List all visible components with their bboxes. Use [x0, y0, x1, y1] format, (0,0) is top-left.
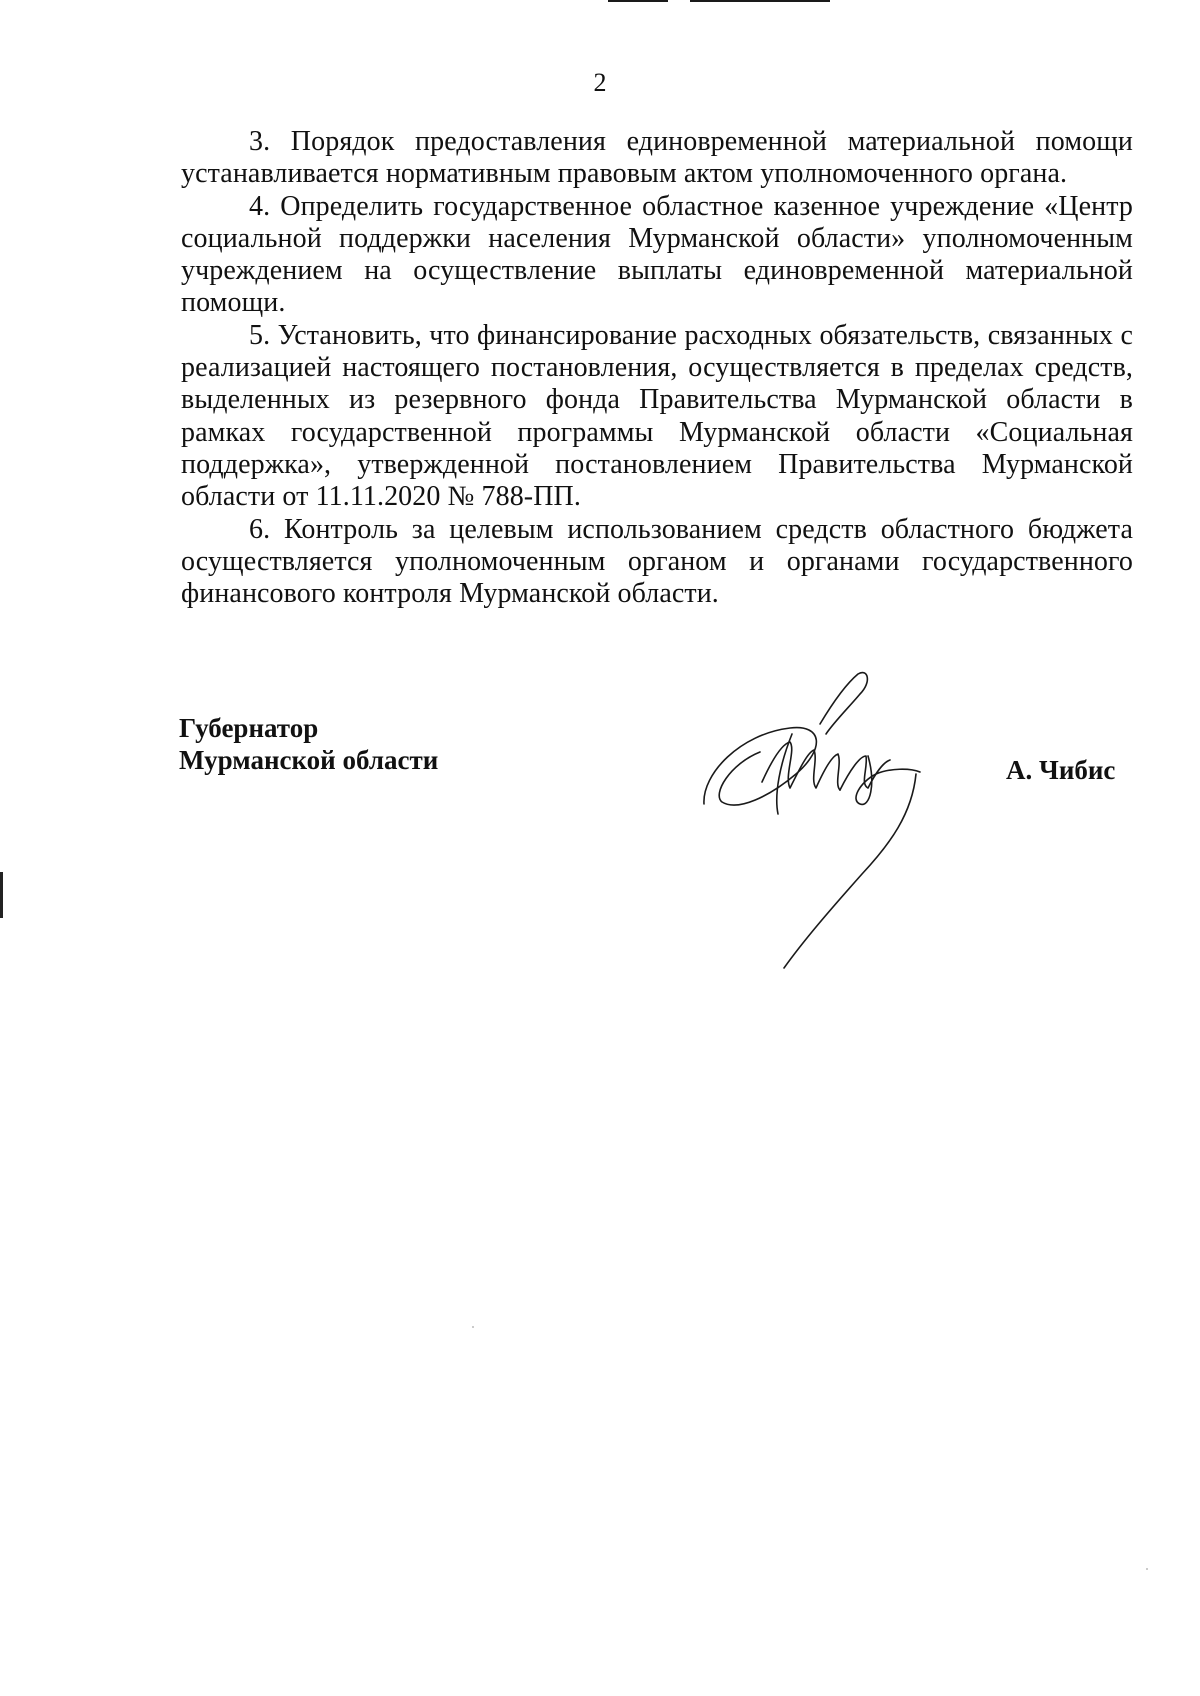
scan-speck	[472, 1326, 474, 1328]
paragraph-4: 4. Определить государственное областное казенное учреждение «Центр социальной поддержки населения Мурманской области» уполномоченным учреждением на осуществление выплаты единовременной материальной помощи.	[181, 190, 1133, 319]
handwritten-signature	[700, 664, 940, 974]
signatory-name: А. Чибис	[1006, 755, 1116, 785]
document-body	[181, 126, 1133, 610]
scan-margin-mark	[0, 872, 3, 918]
signatory-title	[179, 712, 438, 776]
paragraph-3: 3. Порядок предоставления единовременной материальной помощи устанавливается нормативным правовым актом уполномоченного органа.	[181, 126, 1133, 190]
signatory-title-line1: Губернатор	[179, 713, 319, 743]
scan-speck	[1146, 1568, 1148, 1570]
top-edge-rule	[608, 0, 668, 2]
paragraph-5: 5. Установить, что финансирование расходных обязательств, связанных с реализацией настоящего постановления, осуществляется в пределах средств, выделенных из резервного фонда Правительства Мурманской области в рамках государственной программы Мурманской области «Социальная поддержка», утвержденной постановлением Правительства Мурманской области от 11.11.2020 № 788-ПП.	[181, 319, 1133, 513]
signatory-title-line2: Мурманской области	[179, 745, 439, 775]
paragraph-6: 6. Контроль за целевым использованием средств областного бюджета осуществляется уполномоченным органом и органами государственного финансового контроля Мурманской области.	[181, 513, 1133, 610]
page-number: 2	[593, 68, 607, 97]
top-edge-rule	[690, 0, 830, 2]
